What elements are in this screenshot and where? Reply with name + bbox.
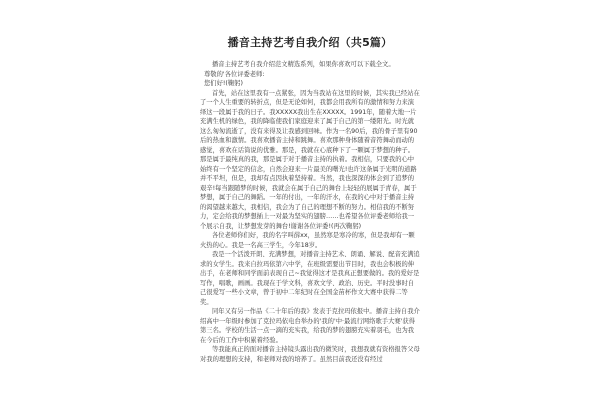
greeting: 您们好!(鞠躬) (204, 80, 243, 87)
document (200, 34, 420, 364)
document-intro: 播音主持艺考自我介绍范文精选系列，如果你喜欢可以下载全文。 (212, 61, 395, 68)
paragraph: 等我能真正的面对播音主持镜头露出我的微笑时，我想我就有资格报答父母对我的理想的支持，和老师对我的培养了。虽然目前我还没有经过 (200, 346, 420, 363)
salutation: 尊敬的'各位评委老师: (204, 70, 265, 78)
document-title: 播音主持艺考自我介绍（共5篇） (227, 36, 393, 49)
paragraph: 各位老师你们好，我的名字叫薛xx，虽然寒是寒冷的寒，但是我却有一颗火热的心。我是一名高三学生，今年18岁。 (200, 232, 415, 249)
paragraph: 我是一个活泼开朗、充满梦想，对播音主持艺术、朗诵、解说、配音充满追求的女学生。我来自拉玛依第六中学，在班级需要出节目时，我也会积极的伸出手，在老师和同学面前表现自己~我觉得这才是我真正想要做的。我的爱好是写作，唱歌，画画。我现在于学文科，喜欢文学、政治、历史。平时没事时自己很爱写一些小文章，曾于初中二年纪时在全国金苗杯作文大赛中获得二等奖。 (200, 251, 420, 306)
paragraph: 首先，站在这里我有一点紧张，因为当我站在这里的时候，其实我已经站在了一个人生重要的转折点，但是无论如何，我都会用我所有的激情和努力来演绎这一段属于我的日子。我XXXXX我出生在XXXXX。1991年，随着大地一片充满生机的绿色，我的降临使我们家庭迎来了属于自己的第一缕阳光。时光就这么匆匆流逝了，没有来得及让我感到回味。作为一名90后，我的骨子里有90后的热血和激情。我喜欢播音主持和跳舞。喜欢那种身体随着音符舞动而动的感觉，喜欢在话筒说的优雅。那是，我就在心底种下了一颗属于梦想的种子。那是属于最纯真的我，那是属于对于播音主持的执着。我相信，只要我的心中始终有一个坚定的信念，自然会迎来一片最美的曙光!也许这条属于光明的道路并不平坦，但是，我却有点因执着坚持着。当然，我也深深的体会到了追梦的艰辛!每当跟随梦的时候，我就会在属于自己的舞台上轻轻的展属于青春，属于梦想，属于自己的舞蹈。一年的付出，一年的汗水，在我的心中对于播音主持的渴望越来越大，我相信，我会为了自己的理想不断的努力。相信我的不断努力，定会给我的梦想插上一对最为坚实的翅膀……也希望各位评委老师给我一个展示自我，让梦想发芽的舞台!谢谢各位评委!(再次鞠躬) (200, 89, 420, 230)
paragraph: 同年又有另一作品《二十年后的我》发表于克拉玛依报中。播音主持自我介绍高中一年级时参加了克拉玛依电台举办的'我的'中·最流行网络歌手大赛'获得第三名。学校的生活一点一滴的充实我，给我的梦的翅膀充实着羽毛，也为我在今后的工作中积累着经验。 (200, 308, 420, 344)
